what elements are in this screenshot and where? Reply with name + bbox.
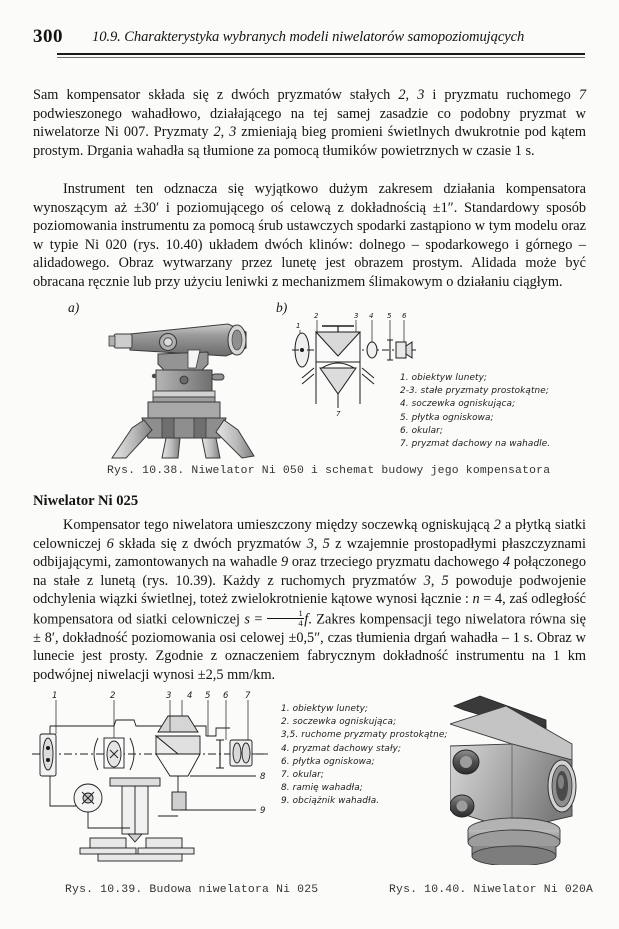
figure-1038-panel-a-photo (96, 312, 271, 460)
callout-3: 3 (166, 691, 172, 701)
p3-sep-2: , (430, 572, 442, 589)
figure-1038-caption: Rys. 10.38. Niwelator Ni 050 i schemat budowy jego kompensatora (107, 465, 551, 477)
p3-ref-4: 4 (502, 554, 511, 571)
svg-text:3: 3 (354, 312, 359, 320)
legend-item: 6. płytka ogniskowa; (281, 756, 375, 767)
svg-text:2: 2 (314, 312, 319, 320)
p1-text-b: i pryzmatu ruchomego (424, 87, 579, 103)
header-rule-secondary (57, 57, 585, 58)
ni025-construction-diagram (30, 688, 280, 863)
p1-ref-2a: 2 (398, 87, 406, 103)
figure-1038-panel-a-label: a) (68, 300, 80, 315)
p3-ref-9: 9 (280, 554, 289, 571)
formula-s-variable: s (244, 611, 250, 628)
p3-ref-3b: 3 (423, 572, 431, 589)
p3-text-a: Kompensator tego niwelatora umieszczony między soczewką ogniskującą (63, 517, 494, 533)
legend-item: 1. obiektyw lunety; (281, 704, 369, 714)
formula-fraction-one-quarter (267, 609, 303, 628)
fraction-denominator: 4 (298, 617, 303, 628)
callout-6: 6 (223, 691, 229, 701)
p3-ref-5b: 5 (441, 572, 449, 589)
legend-item: 9. obciążnik wahadła. (281, 796, 380, 807)
figure-1038-legend (400, 372, 550, 451)
p1-text-a: Sam kompensator składa się z dwóch pryzmatów stałych (33, 87, 399, 103)
legend-item: 5. płytka ogniskowa; (400, 412, 494, 423)
callout-9: 9 (260, 806, 266, 816)
level-instrument-illustration (96, 312, 271, 460)
page-header (0, 26, 619, 56)
svg-text:5: 5 (387, 312, 392, 320)
figure-1039-schematic (30, 688, 280, 863)
p3-text-f: połączonego na stałe z lunetą (rys. 10.39). Każdy z ruchomych pryzmatów (33, 554, 587, 589)
p1-ref-3a: 3 (417, 87, 425, 103)
p3-text-d: z wzajemnie prostopadłymi płaszczyznami odbijającymi, zamontowanych na wahadle (33, 535, 586, 571)
p3-text-e: oraz trzeciego pryzmatu dachowego (288, 554, 503, 571)
header-rule (57, 53, 585, 55)
legend-item: 6. okular; (400, 425, 444, 436)
legend-item: 2-3. stałe pryzmaty prostokątne; (400, 386, 549, 397)
svg-text:7: 7 (336, 410, 341, 418)
svg-text:4: 4 (369, 312, 374, 320)
p1-text-d: zmieniają bieg promieni świetlnych dwukrotnie pod kątem prostym. Drgania wahadła są tłumione za pomocą tłumików powietrznych w czasie 1 s. (33, 124, 586, 159)
section-heading-ni025: Niwelator Ni 025 (33, 493, 139, 509)
figure-1039-caption: Rys. 10.39. Budowa niwelatora Ni 025 (65, 884, 319, 896)
p1-sep-2: , (220, 124, 230, 141)
p1-text-c: podwieszonego wahadłowo, działającego na tej samej zasadzie co podobny pryzmat w niwelatorze Ni 007. Pryzmaty (33, 105, 586, 141)
legend-item: 7. okular; (281, 770, 325, 781)
legend-item: 2. soczewka ogniskująca; (281, 717, 397, 728)
paragraph-three (33, 516, 586, 684)
svg-text:6: 6 (402, 312, 407, 320)
callout-5: 5 (205, 691, 211, 701)
p3-ref-6: 6 (106, 535, 114, 552)
compensator-optical-diagram (292, 312, 416, 432)
p3-text-b: a płytką siatki celowniczej (33, 517, 586, 552)
legend-item: 8. ramię wahadła; (281, 783, 363, 794)
formula-f-variable: f (304, 611, 309, 628)
figure-1040-caption: Rys. 10.40. Niwelator Ni 020A (389, 884, 594, 896)
callout-4: 4 (187, 691, 193, 701)
p1-ref-3b: 3 (229, 124, 237, 141)
figure-1038-panel-b-schematic (292, 312, 416, 432)
figure-1040-photo (450, 690, 600, 865)
legend-item: 7. pryzmat dachowy na wahadle. (400, 439, 551, 450)
p3-text-h: = 4, zaś odległość kompensatora od siatki celowniczej (33, 591, 586, 628)
p3-text-g: powoduje podwojenie odchylenia wiązki świetlnej, toteż zwielokrotnienie kątowe wynosi łącznie : (33, 572, 586, 608)
callout-1: 1 (52, 691, 58, 701)
callout-2: 2 (110, 691, 116, 701)
paragraph-two-text: Instrument ten odznacza się wyjątkowo dużym zakresem działania kompensatora wynoszącym aż ±30′ i poziomującego oś celową z dokładnością ±1″. Standardowy sposób poziomowania instrumentu za pomocą śrub ustawczych spodarki zastąpiono w tym modelu oraz w typie Ni 020 (rys. 10.40) układem dwóch klinów: dolnego – spodarkowego i górnego – alidadowego. Obraz wytwarzany przez lunetę jest obrazem prostym. Alidada może być obracana ręcznie lub przy użyciu leniwki z mechanizmem ślimakowym o działaniu ciągłym. (33, 181, 586, 290)
p3-ref-2: 2 (493, 517, 501, 533)
svg-text:1: 1 (296, 322, 301, 330)
legend-item: 1. obiektyw lunety; (400, 373, 488, 383)
p3-text-i: . Zakres kompensacji tego niwelatora równa się ± 8′, dokładność poziomowania osi celowej ±0,5″, czas tłumienia drgań wahadła – 1 s. Obraz w lunecie jest prosty. Zgodnie z oznaczeniem fabrycznym dokładność instrumentu na 1 km podwójnej niwelacji wynosi ±2,5 mm/km. (33, 611, 587, 683)
fraction-numerator: 1 (267, 609, 303, 619)
callout-8: 8 (260, 772, 266, 782)
legend-item: 4. pryzmat dachowy stały; (281, 743, 402, 754)
p1-sep-1: , (405, 87, 418, 103)
p3-text-c: składa się z dwóch pryzmatów (113, 535, 307, 552)
figure-1039-legend (281, 703, 448, 809)
p1-ref-7: 7 (578, 87, 586, 103)
p3-ref-5a: 5 (322, 535, 330, 552)
page-number: 300 (33, 26, 63, 47)
formula-equals: = (249, 611, 267, 628)
legend-item: 3,5. ruchome pryzmaty prostokątne; (281, 730, 448, 741)
header-title: 10.9. Charakterystyka wybranych modeli niwelatorów samopoziomujących (92, 29, 525, 45)
figure-1038-panel-b-label: b) (276, 300, 288, 315)
legend-item: 4. soczewka ogniskująca; (400, 399, 516, 410)
paragraph-one (33, 86, 586, 160)
p3-sep-1: , (313, 535, 323, 552)
callout-7: 7 (245, 691, 251, 701)
paragraph-two (33, 180, 586, 291)
ni020a-instrument-photo (450, 690, 600, 865)
formula-n-variable: n (472, 591, 480, 608)
p1-ref-2b: 2 (213, 124, 221, 141)
p3-ref-3a: 3 (306, 535, 314, 552)
